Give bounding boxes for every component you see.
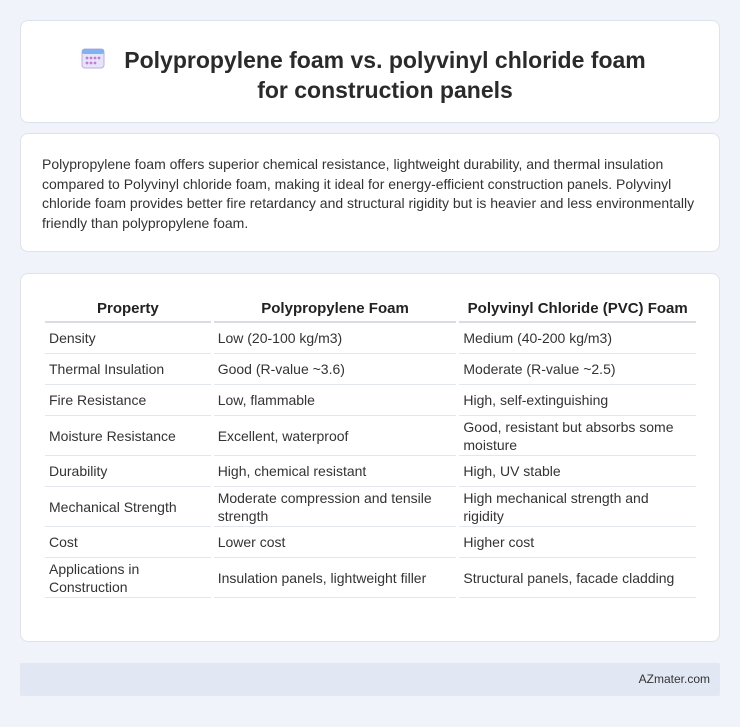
row-label: Thermal Insulation	[45, 354, 211, 385]
pvc-value: High, UV stable	[459, 456, 696, 487]
table-header-row	[45, 295, 696, 323]
row-label: Moisture Resistance	[45, 416, 211, 456]
table-row	[45, 487, 696, 527]
table-row	[45, 354, 696, 385]
polypropylene-value: Excellent, waterproof	[214, 416, 457, 456]
summary-card	[20, 133, 720, 252]
table-row	[45, 456, 696, 487]
footer-site-link[interactable]: AZmater.com	[638, 672, 710, 686]
polypropylene-value: Insulation panels, lightweight filler	[214, 558, 457, 598]
polypropylene-value: High, chemical resistant	[214, 456, 457, 487]
polypropylene-value: Moderate compression and tensile strength	[214, 487, 457, 527]
table-row	[45, 527, 696, 558]
table-row	[45, 323, 696, 354]
footer-bar	[20, 663, 720, 696]
page-title: Polypropylene foam vs. polyvinyl chloride foam for construction panels	[124, 47, 646, 103]
column-header-property: Property	[45, 295, 211, 323]
table-row	[45, 416, 696, 456]
row-label: Applications in Construction	[45, 558, 211, 598]
pvc-value: High mechanical strength and rigidity	[459, 487, 696, 527]
title-card	[20, 20, 720, 123]
column-header-polypropylene: Polypropylene Foam	[214, 295, 457, 323]
pvc-value: High, self-extinguishing	[459, 385, 696, 416]
table-row	[45, 558, 696, 598]
summary-text: Polypropylene foam offers superior chemical resistance, lightweight durability, and thermal insulation compared to Polyvinyl chloride foam, making it ideal for energy-efficient construction panels. Polyvinyl chloride foam provides better fire retardancy and structural rigidity but is heavier and less environmentally friendly than polypropylene foam.	[42, 156, 695, 231]
table-row	[45, 385, 696, 416]
pvc-value: Medium (40-200 kg/m3)	[459, 323, 696, 354]
pvc-value: Structural panels, facade cladding	[459, 558, 696, 598]
polypropylene-value: Lower cost	[214, 527, 457, 558]
row-label: Density	[45, 323, 211, 354]
row-label: Mechanical Strength	[45, 487, 211, 527]
polypropylene-value: Good (R-value ~3.6)	[214, 354, 457, 385]
row-label: Fire Resistance	[45, 385, 211, 416]
column-header-pvc: Polyvinyl Chloride (PVC) Foam	[459, 295, 696, 323]
polypropylene-value: Low, flammable	[214, 385, 457, 416]
row-label: Durability	[45, 456, 211, 487]
comparison-card	[20, 273, 720, 642]
pvc-value: Good, resistant but absorbs some moisture	[459, 416, 696, 456]
row-label: Cost	[45, 527, 211, 558]
pvc-value: Moderate (R-value ~2.5)	[459, 354, 696, 385]
comparison-table	[42, 295, 699, 598]
polypropylene-value: Low (20-100 kg/m3)	[214, 323, 457, 354]
pvc-value: Higher cost	[459, 527, 696, 558]
